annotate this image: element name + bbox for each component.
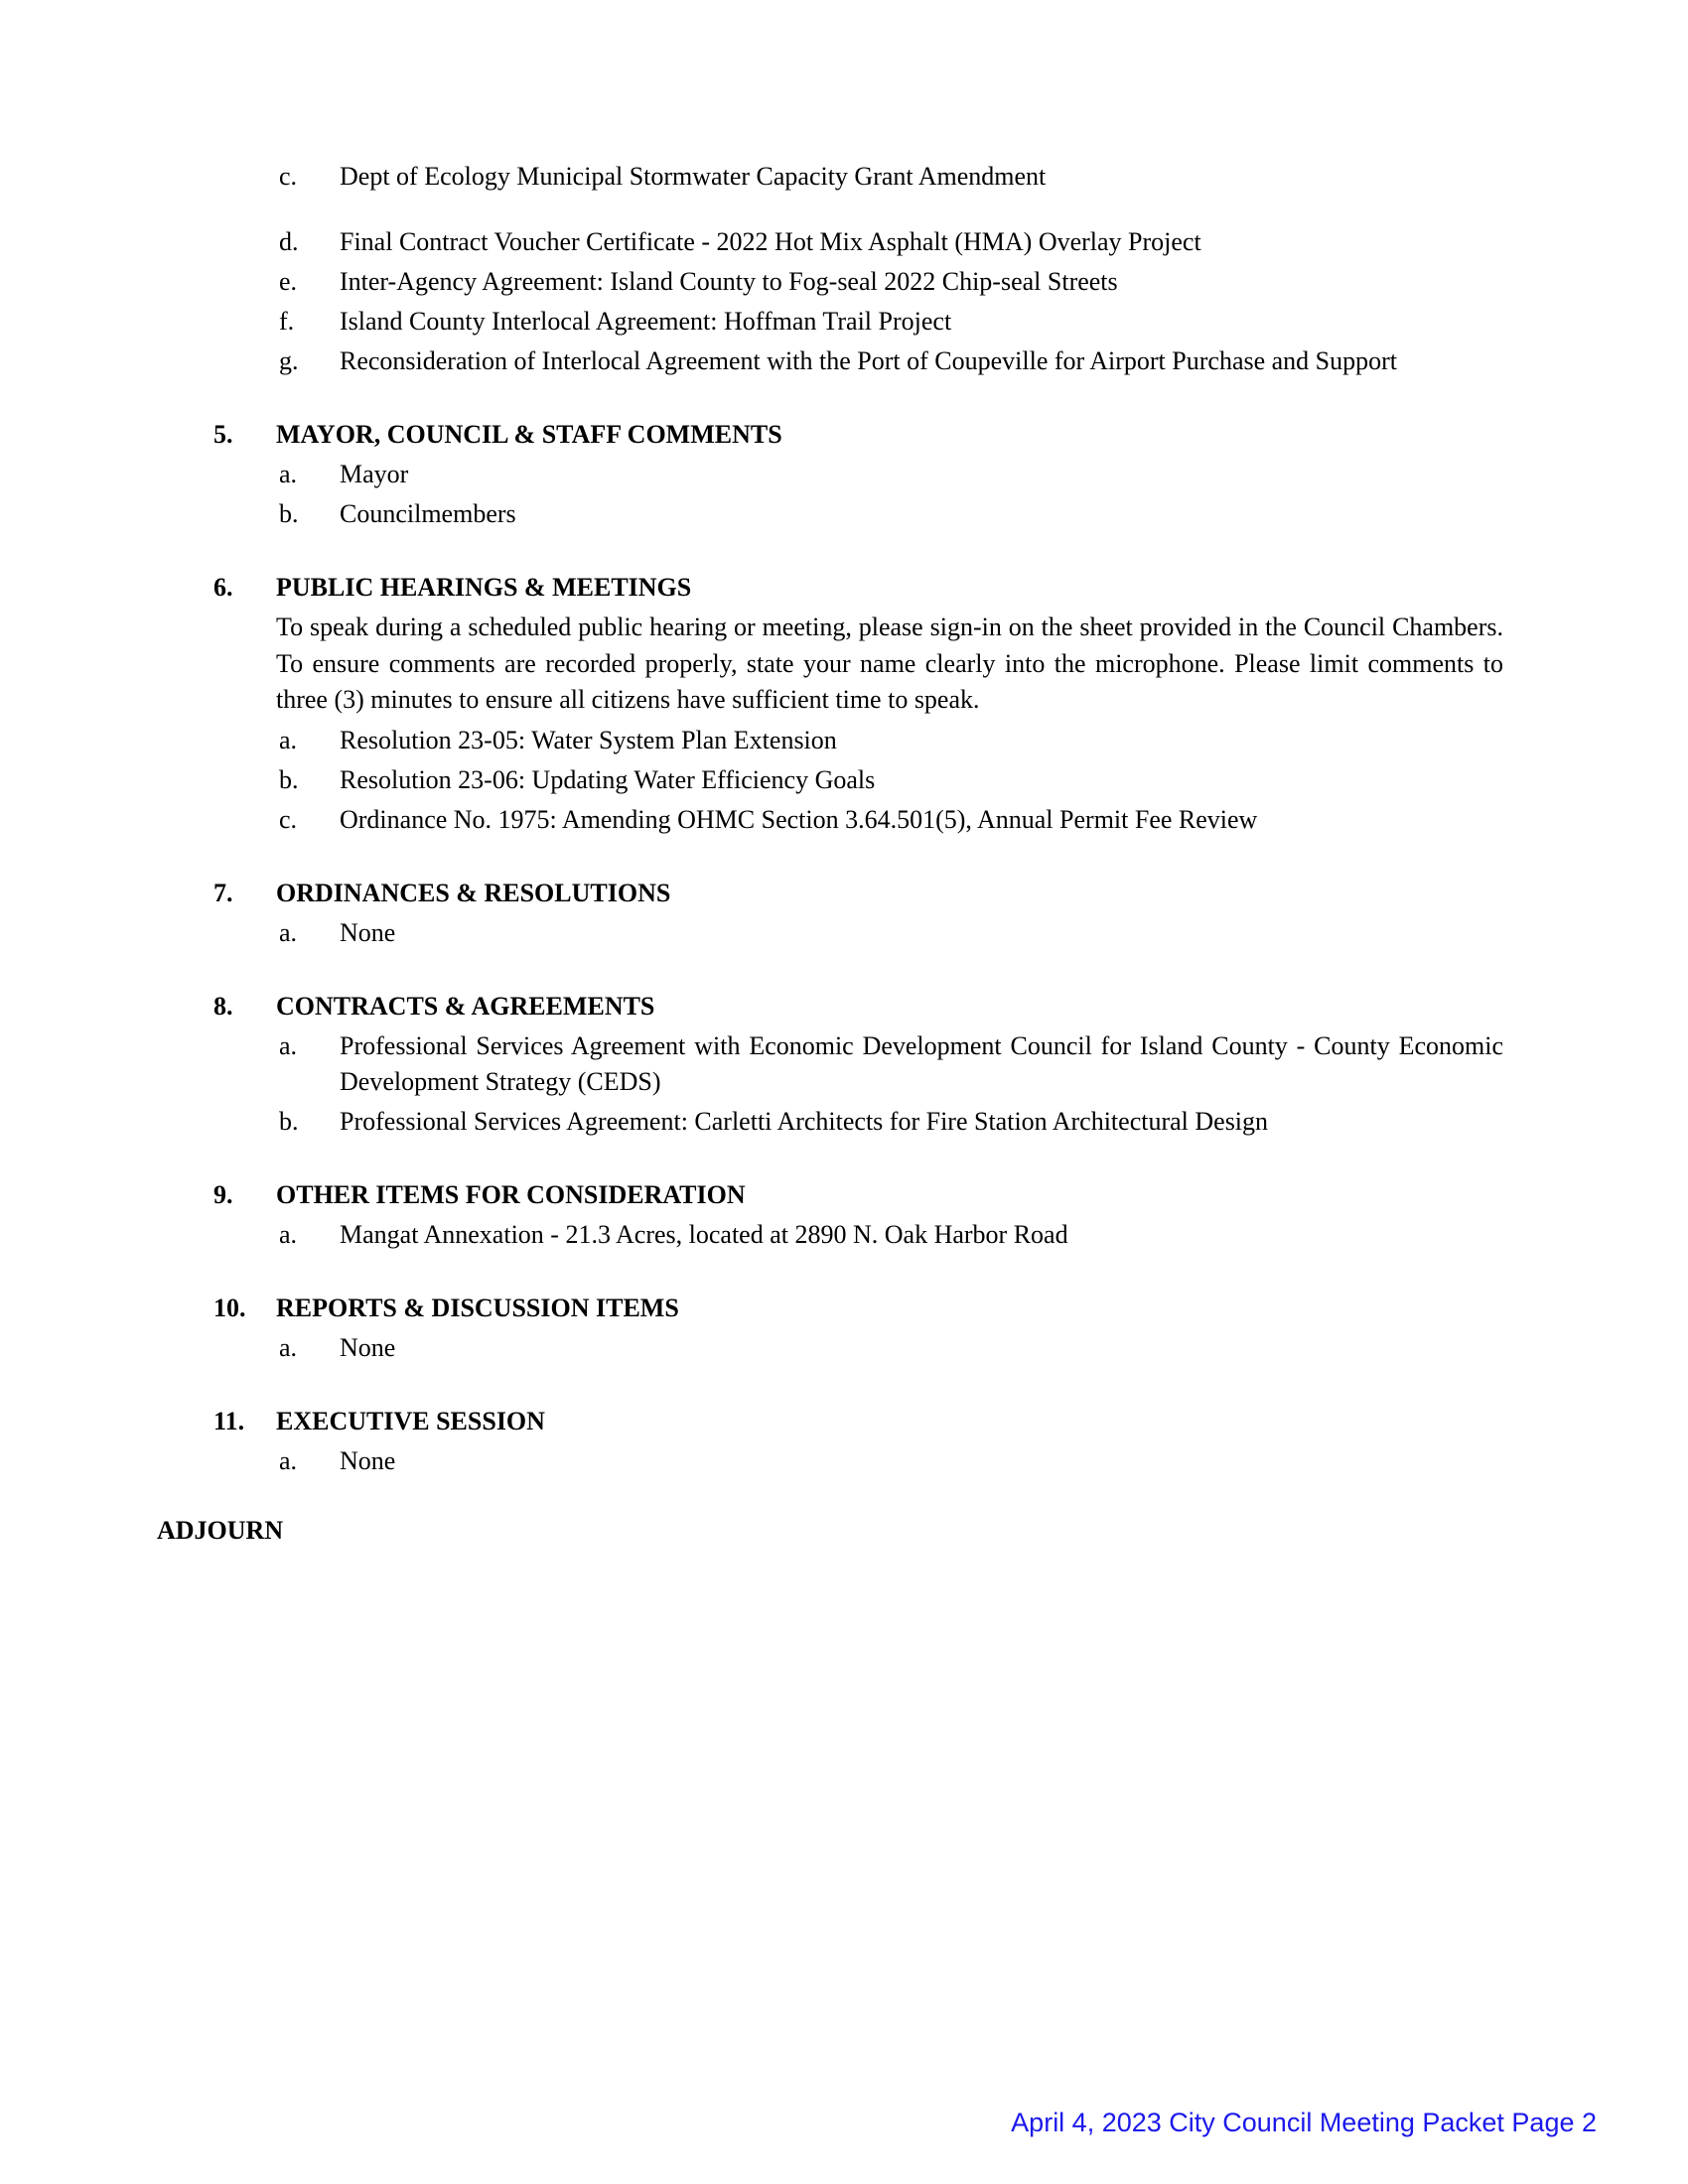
item-letter: c. [279,804,298,834]
item-letter: b. [279,764,299,794]
section-title: MAYOR, COUNCIL & STAFF COMMENTS [276,420,782,449]
section-title: REPORTS & DISCUSSION ITEMS [276,1293,679,1322]
sections [0,417,1688,1479]
section-heading [213,1291,1503,1326]
item-text: Inter-Agency Agreement: Island County to Fog-seal 2022 Chip-seal Streets [340,267,1118,296]
section-number: 6. [213,573,233,602]
agenda-item [279,1443,1503,1479]
section-items [0,1330,1688,1366]
item-text: Professional Services Agreement with Economic Development Council for Island County - County Economic Development Strategy (CEDS) [340,1030,1503,1096]
agenda-item [279,343,1503,379]
section-number: 9. [213,1179,233,1209]
agenda-item [279,915,1503,951]
section-heading [213,989,1503,1024]
item-text: Reconsideration of Interlocal Agreement with the Port of Coupeville for Airport Purchase and Support [340,346,1398,375]
item-letter: f. [279,307,295,336]
section-items [0,915,1688,951]
item-text: Final Contract Voucher Certificate - 2022 Hot Mix Asphalt (HMA) Overlay Project [340,227,1201,256]
agenda-item [279,723,1503,758]
item-letter: a. [279,1445,298,1475]
section-title: OTHER ITEMS FOR CONSIDERATION [276,1179,746,1209]
section-title: CONTRACTS & AGREEMENTS [276,991,655,1021]
item-text: Mangat Annexation - 21.3 Acres, located at 2890 N. Oak Harbor Road [340,1219,1068,1249]
section-number: 5. [213,420,233,449]
item-letter: b. [279,499,299,528]
item-text: Resolution 23-06: Updating Water Efficiency Goals [340,764,876,794]
agenda-item [279,496,1503,532]
section-items [0,723,1688,838]
item-text: Mayor [340,460,409,488]
agenda-section [0,989,1688,1140]
item-letter: a. [279,460,298,488]
item-letter: a. [279,1219,298,1249]
item-letter: g. [279,346,299,375]
agenda-item [279,1104,1503,1140]
agenda-item [279,224,1503,260]
agenda-item [279,159,1503,195]
agenda-item [279,802,1503,838]
section-items [0,1217,1688,1253]
agenda-item [279,762,1503,798]
page-footer: April 4, 2023 City Council Meeting Packet Page 2 [1011,2108,1597,2137]
section-number: 8. [213,991,233,1021]
item-text: None [340,1332,396,1362]
item-letter: b. [279,1106,299,1136]
item-text: None [340,917,396,947]
item-letter: c. [279,162,298,191]
item-text: Dept of Ecology Municipal Stormwater Capacity Grant Amendment [340,162,1047,191]
section-heading [213,1404,1503,1439]
section-items [0,1443,1688,1479]
item-letter: a. [279,1030,298,1060]
section-title: ORDINANCES & RESOLUTIONS [276,878,671,907]
section-items [0,1028,1688,1140]
agenda-section [0,876,1688,951]
section-intro: To speak during a scheduled public hearing or meeting, please sign-in on the sheet provided in the Council Chambers. To ensure comments are recorded properly, state your name clearly into the microphone. Please limit comments to three (3) minutes to ensure all citizens have sufficient time to speak. [276,613,1503,714]
continuation-items [0,159,1688,379]
agenda-item [279,1217,1503,1253]
item-text: None [340,1445,396,1475]
agenda-item [279,1330,1503,1366]
section-number: 10. [213,1293,246,1322]
item-letter: a. [279,1332,298,1362]
section-heading [213,1177,1503,1213]
section-number: 7. [213,878,233,907]
agenda-section [0,1177,1688,1253]
section-heading [213,417,1503,453]
item-text: Professional Services Agreement: Carletti Architects for Fire Station Architectural Design [340,1106,1269,1136]
item-text: Resolution 23-05: Water System Plan Extension [340,725,837,754]
item-text: Island County Interlocal Agreement: Hoffman Trail Project [340,307,952,336]
section-title: PUBLIC HEARINGS & MEETINGS [276,573,692,602]
section-heading [213,876,1503,911]
agenda-section [0,1291,1688,1366]
section-heading [213,570,1503,606]
section-number: 11. [213,1406,245,1435]
section-title: EXECUTIVE SESSION [276,1406,545,1435]
agenda-section [0,570,1688,838]
adjourn-heading: ADJOURN [157,1515,284,1545]
agenda-item [279,264,1503,300]
agenda-section [0,1404,1688,1479]
agenda-section [0,417,1688,532]
section-items [0,457,1688,532]
agenda-item [279,304,1503,340]
item-letter: a. [279,725,298,754]
item-text: Councilmembers [340,499,516,528]
agenda-item [279,1028,1503,1100]
item-letter: a. [279,917,298,947]
agenda-item [279,457,1503,492]
item-text: Ordinance No. 1975: Amending OHMC Section 3.64.501(5), Annual Permit Fee Review [340,804,1258,834]
item-letter: e. [279,267,298,296]
item-letter: d. [279,227,299,256]
